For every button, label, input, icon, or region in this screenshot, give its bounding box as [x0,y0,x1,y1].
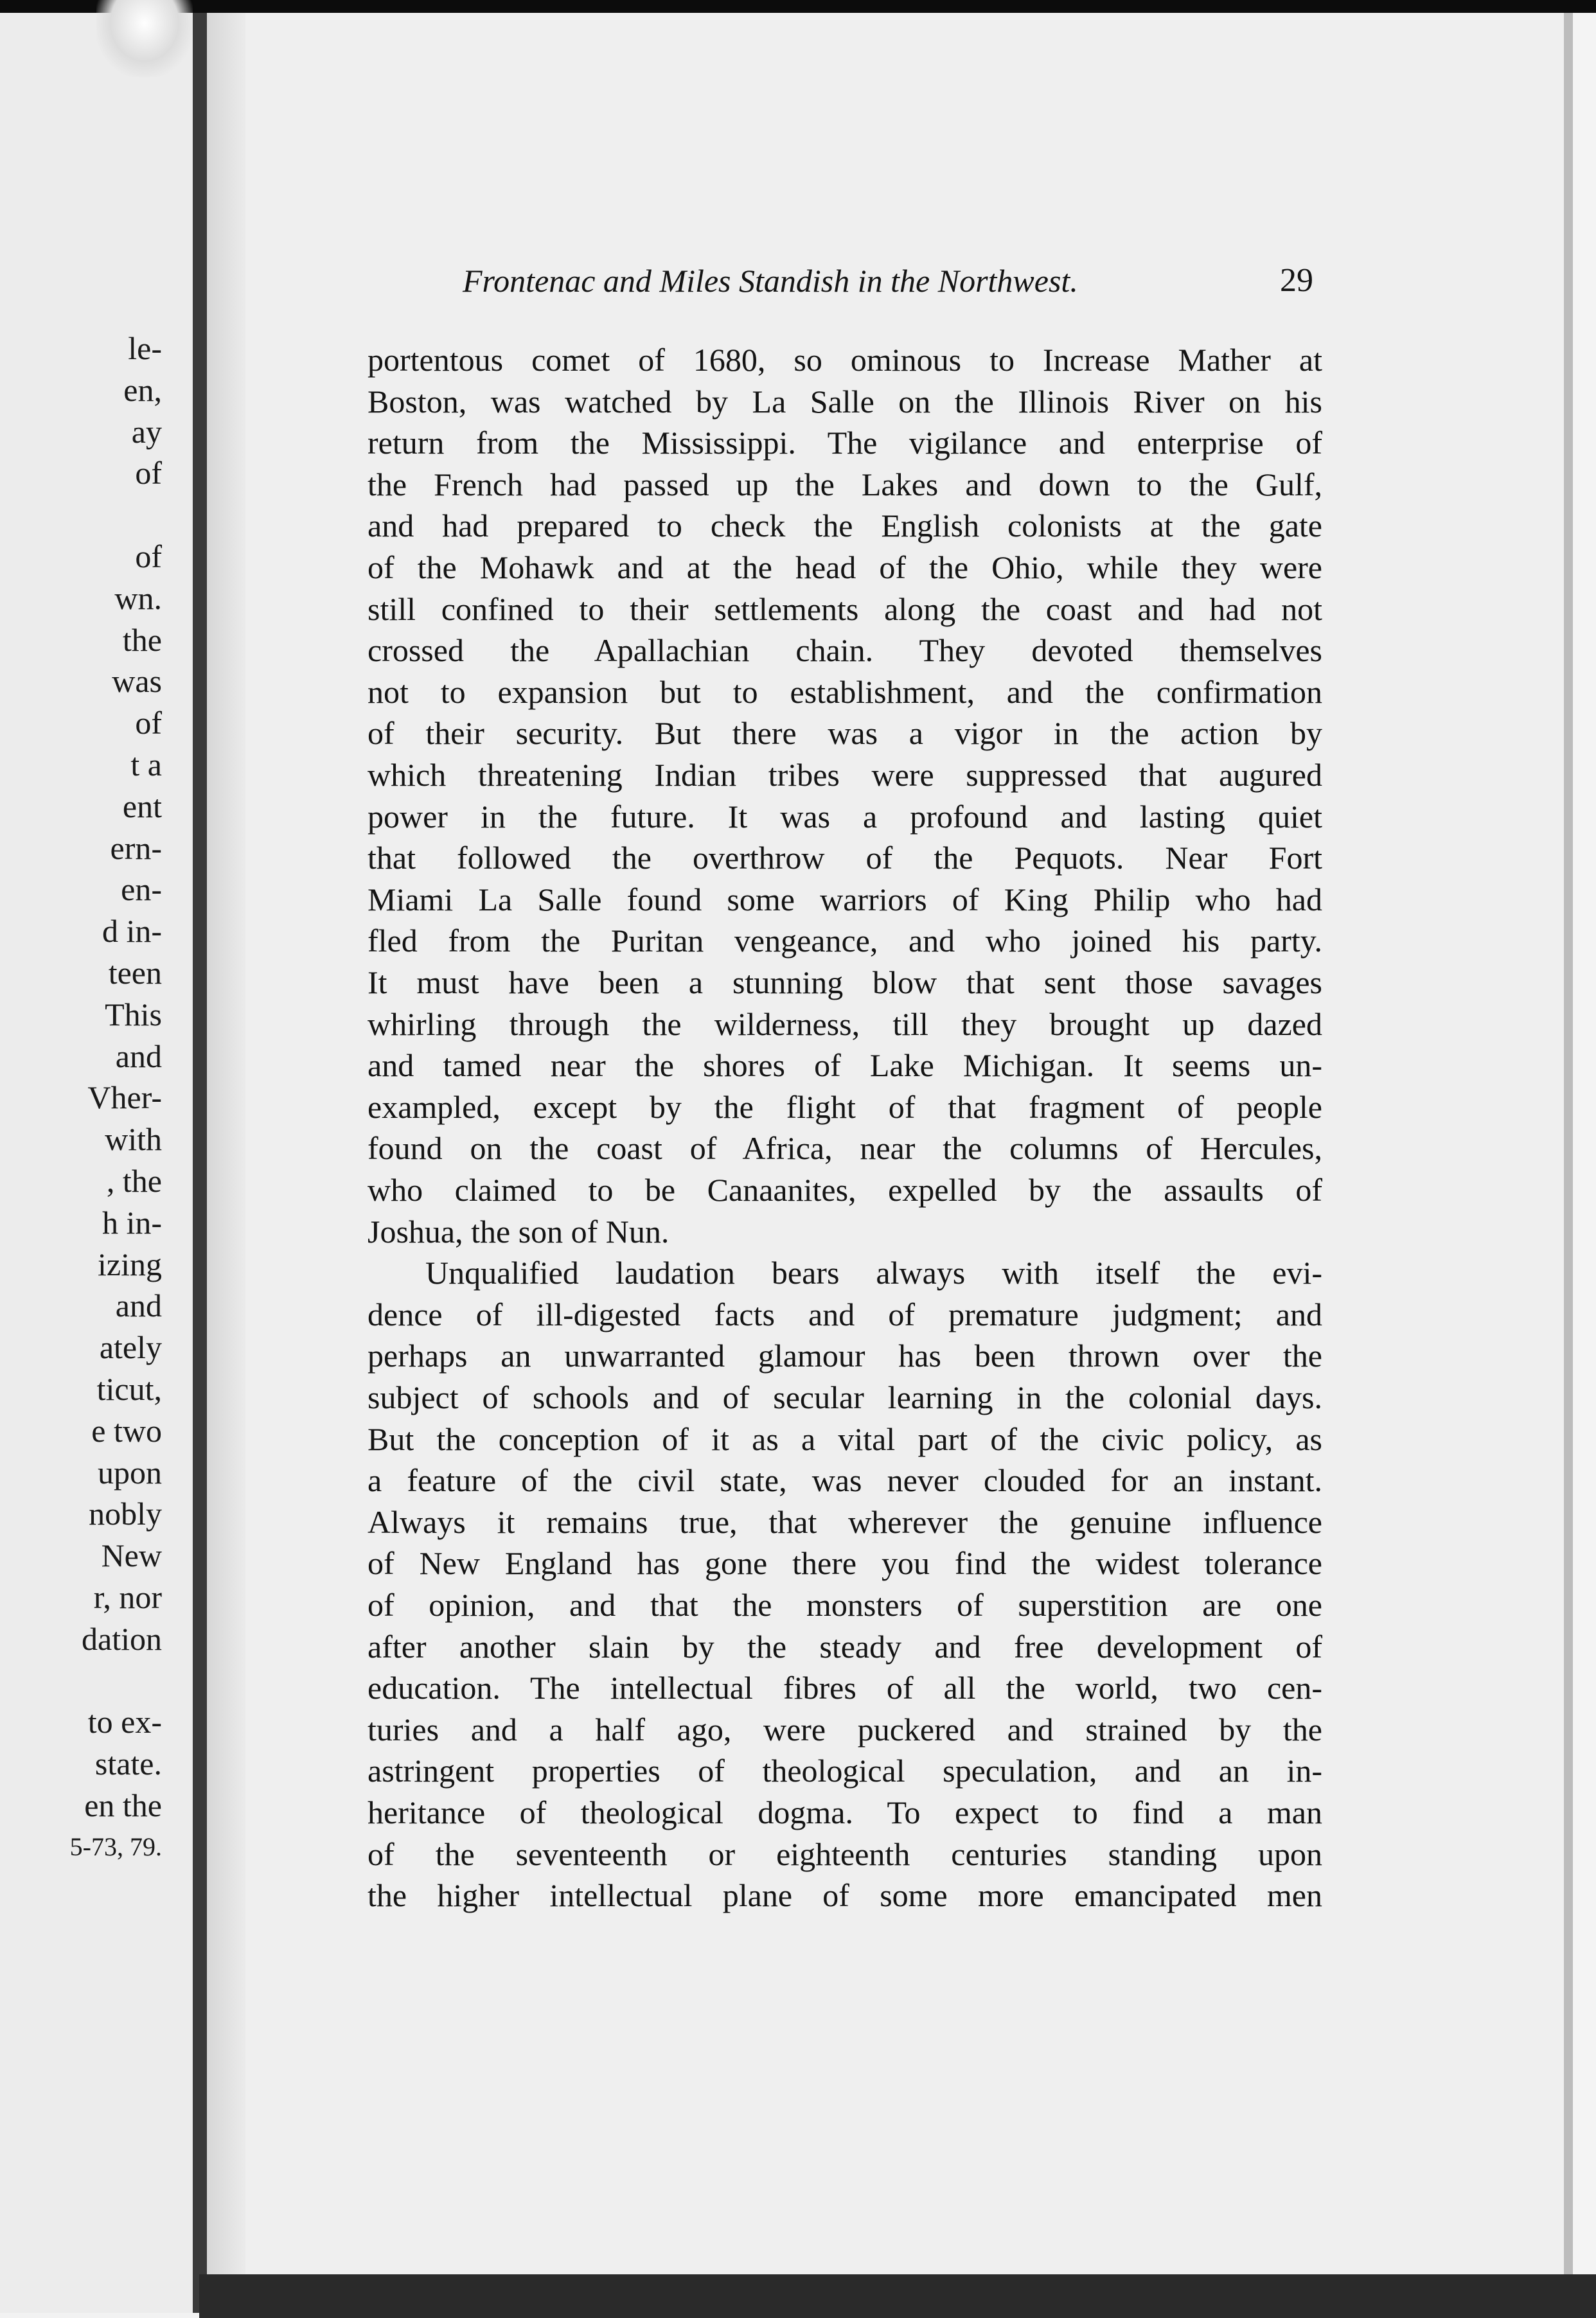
text-line: Joshua, the son of Nun. [368,1214,669,1250]
text-line: of the seventeenth or eighteenth centuries standing upon [368,1836,1322,1872]
left-page-fragment: nobly [89,1496,162,1532]
right-scan-border [1573,13,1596,2318]
text-line: perhaps an unwarranted glamour has been thrown over the [368,1338,1322,1374]
text-line: still confined to their settlements along the coast and had not [368,591,1322,627]
text-line: But the conception of it as a vital part of the civic policy, as [368,1421,1322,1457]
torn-corner [96,0,193,77]
text-line: of their security. But there was a vigor in the action by [368,715,1322,751]
left-page-fragment: Vher- [87,1079,162,1115]
text-line: the higher intellectual plane of some more emancipated men [368,1877,1322,1913]
left-page-fragment: ately [99,1329,162,1365]
text-line: which threatening Indian tribes were suppressed that augured [368,757,1322,793]
text-line: of New England has gone there you find the widest tolerance [368,1545,1322,1581]
text-line: astringent properties of theological speculation, and an in- [368,1753,1322,1789]
left-page-fragment: was [112,663,162,699]
left-page-fragment: d in- [102,913,162,949]
running-head: Frontenac and Miles Standish in the Northwest. [463,263,1078,299]
book-gutter [193,13,207,2313]
text-line: fled from the Puritan vengeance, and who joined his party. [368,923,1322,959]
left-page-fragment: h in- [102,1205,162,1241]
text-line: heritance of theological dogma. To expect to find a man [368,1794,1322,1830]
left-page-fragment: , the [106,1163,162,1199]
left-page [0,13,193,2313]
left-page-fragment: of [135,538,162,574]
text-line: after another slain by the steady and free development of [368,1629,1322,1665]
text-line: crossed the Apallachian chain. They devoted themselves [368,632,1322,668]
text-line: that followed the overthrow of the Pequots. Near Fort [368,840,1322,876]
text-line: Unqualified laudation bears always with itself the evi- [425,1255,1322,1291]
page-number: 29 [1280,262,1313,299]
text-line: a feature of the civil state, was never clouded for an instant. [368,1462,1322,1498]
bottom-scan-border [199,2274,1596,2318]
text-line: of opinion, and that the monsters of superstition are one [368,1587,1322,1623]
text-line: the French had passed up the Lakes and down to the Gulf, [368,466,1322,502]
text-line: of the Mohawk and at the head of the Ohio, while they were [368,549,1322,585]
left-page-fragment: en, [123,372,162,408]
text-line: It must have been a stunning blow that sent those savages [368,964,1322,1000]
text-line: portentous comet of 1680, so ominous to Increase Mather at [368,342,1322,378]
left-page-fragment: with [105,1121,162,1157]
left-page-fragment: This [105,996,162,1032]
text-line: power in the future. It was a profound and lasting quiet [368,799,1322,835]
text-line: Always it remains true, that wherever the genuine influence [368,1504,1322,1540]
left-page-fragment: to ex- [87,1704,162,1740]
text-line: and had prepared to check the English colonists at the gate [368,508,1322,544]
left-page-fragment: r, nor [93,1579,162,1615]
left-page-fragment: of [135,455,162,491]
page-edge [1564,13,1573,2274]
text-line: turies and a half ago, were puckered and strained by the [368,1712,1322,1747]
text-line: Miami La Salle found some warriors of King Philip who had [368,881,1322,917]
left-page-fragment: ent [122,788,162,824]
text-line: not to expansion but to establishment, and the confirmation [368,674,1322,710]
text-line: exampled, except by the flight of that fragment of people [368,1089,1322,1125]
left-page-fragment: 5-73, 79. [69,1832,162,1861]
left-page-fragment: ern- [110,830,162,866]
top-scan-border [0,0,1596,13]
text-line: Boston, was watched by La Salle on the Illinois River on his [368,384,1322,420]
left-page-fragment: state. [94,1746,162,1782]
text-line: and tamed near the shores of Lake Michigan. It seems un- [368,1047,1322,1083]
left-page-fragment: of [135,705,162,741]
left-page-fragment: upon [98,1455,162,1491]
left-page-fragment: New [101,1537,162,1573]
left-page-fragment: e two [91,1413,162,1449]
left-page-fragment: the [122,622,162,658]
left-page-fragment: en the [84,1787,162,1823]
text-line: found on the coast of Africa, near the columns of Hercules, [368,1130,1322,1166]
left-page-fragment: teen [108,955,162,991]
text-line: who claimed to be Canaanites, expelled by the assaults of [368,1172,1322,1208]
left-page-fragment: ticut, [96,1371,162,1407]
left-page-fragment: and [115,1038,162,1074]
text-line: whirling through the wilderness, till they brought up dazed [368,1006,1322,1042]
left-page-fragment: en- [121,871,162,907]
gutter-shadow [207,13,245,2313]
left-page-fragment: t a [130,747,162,783]
left-page-fragment: izing [98,1246,162,1282]
left-page-fragment: ay [131,414,162,450]
text-line: return from the Mississippi. The vigilance and enterprise of [368,425,1322,461]
left-page-fragment: dation [82,1621,162,1657]
text-line: subject of schools and of secular learning in the colonial days. [368,1379,1322,1415]
left-page-fragment: and [115,1287,162,1323]
left-page-fragment: wn. [114,580,162,616]
left-page-fragment: le- [128,330,162,366]
text-line: dence of ill-digested facts and of premature judgment; and [368,1296,1322,1332]
text-line: education. The intellectual fibres of all the world, two cen- [368,1670,1322,1706]
